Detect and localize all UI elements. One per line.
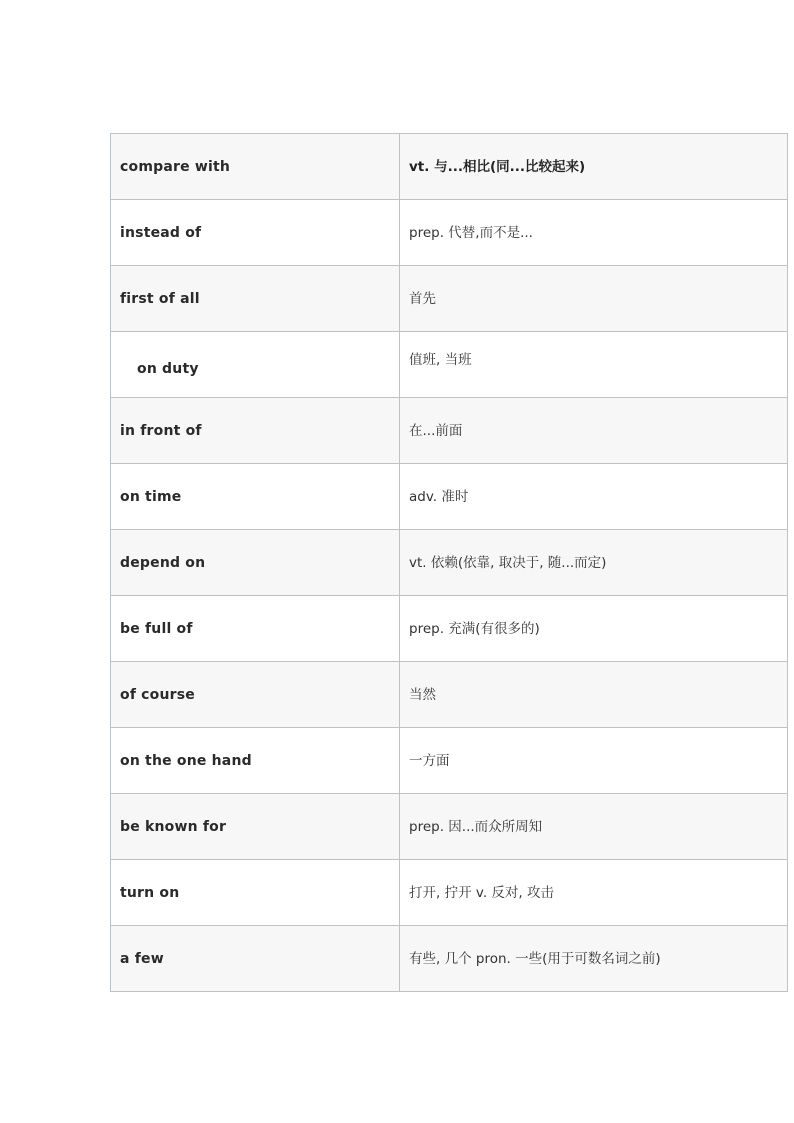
term-cell: a few <box>111 926 400 992</box>
table-row <box>111 464 788 530</box>
table-row <box>111 200 788 266</box>
term-cell: on time <box>111 464 400 530</box>
term-cell: on the one hand <box>111 728 400 794</box>
term-cell: compare with <box>111 134 400 200</box>
meaning-cell: 值班, 当班 <box>400 332 788 398</box>
table-row <box>111 530 788 596</box>
term-cell: instead of <box>111 200 400 266</box>
term-cell: in front of <box>111 398 400 464</box>
term-cell: be known for <box>111 794 400 860</box>
meaning-cell: 在...前面 <box>400 398 788 464</box>
table-row <box>111 398 788 464</box>
meaning-cell: 打开, 拧开 v. 反对, 攻击 <box>400 860 788 926</box>
table-row <box>111 662 788 728</box>
term-cell: turn on <box>111 860 400 926</box>
table-row <box>111 860 788 926</box>
meaning-cell: prep. 代替,而不是... <box>400 200 788 266</box>
meaning-cell: 当然 <box>400 662 788 728</box>
meaning-cell: 一方面 <box>400 728 788 794</box>
vocabulary-table <box>110 133 788 992</box>
meaning-cell: prep. 充满(有很多的) <box>400 596 788 662</box>
table-row <box>111 794 788 860</box>
meaning-cell: 有些, 几个 pron. 一些(用于可数名词之前) <box>400 926 788 992</box>
term-cell: on duty <box>111 332 400 398</box>
meaning-cell: vt. 依赖(依靠, 取决于, 随...而定) <box>400 530 788 596</box>
table-row <box>111 728 788 794</box>
table-row <box>111 332 788 398</box>
meaning-cell: vt. 与...相比(同...比较起来) <box>400 134 788 200</box>
meaning-cell: prep. 因...而众所周知 <box>400 794 788 860</box>
term-cell: depend on <box>111 530 400 596</box>
meaning-cell: adv. 准时 <box>400 464 788 530</box>
table-row <box>111 134 788 200</box>
table-row <box>111 596 788 662</box>
meaning-cell: 首先 <box>400 266 788 332</box>
term-cell: first of all <box>111 266 400 332</box>
table-row <box>111 266 788 332</box>
term-cell: of course <box>111 662 400 728</box>
term-cell: be full of <box>111 596 400 662</box>
table-row <box>111 926 788 992</box>
